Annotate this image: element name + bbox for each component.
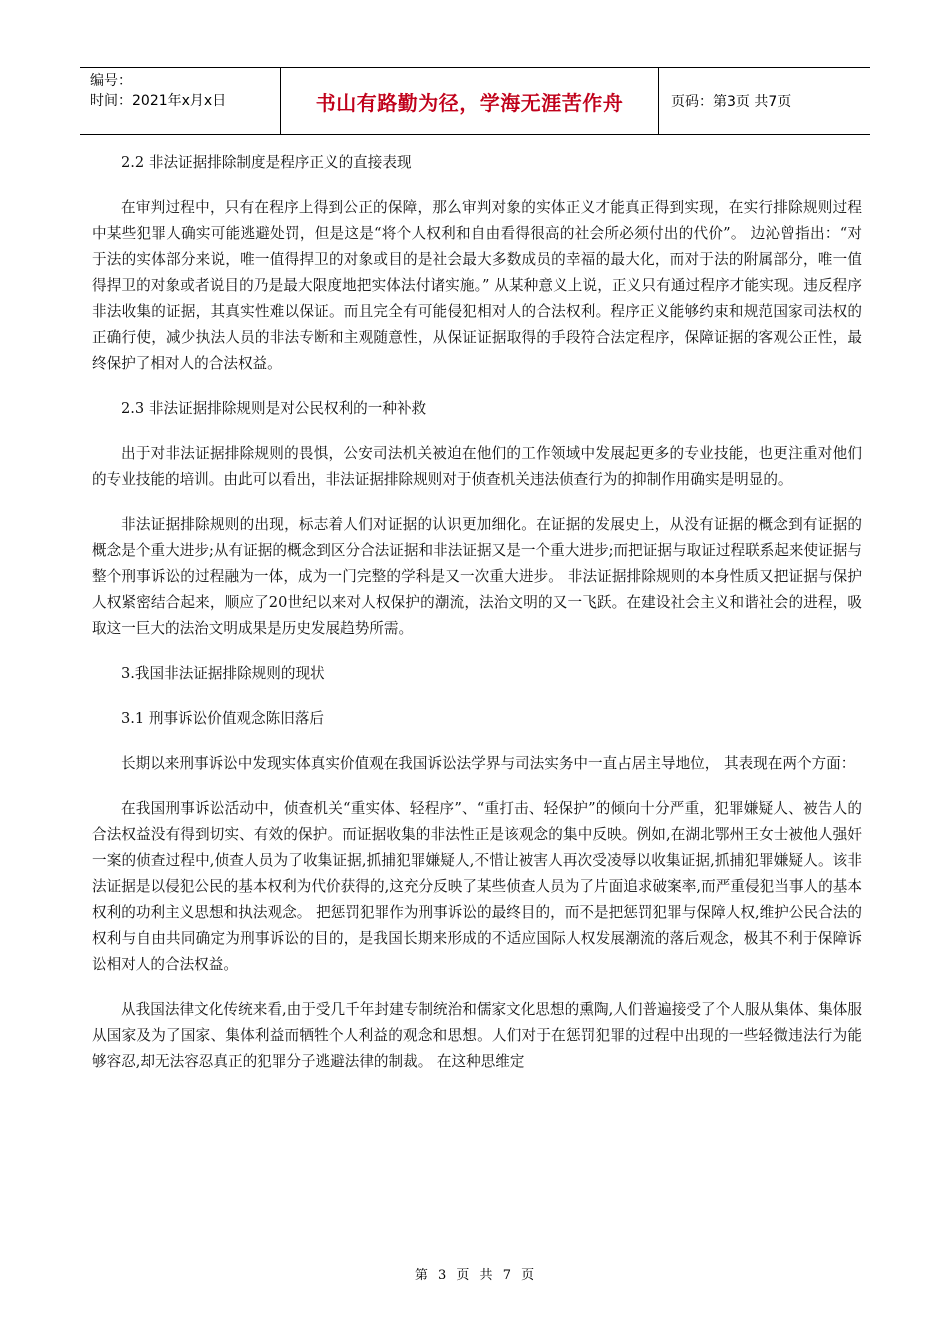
code-label: 编号： bbox=[90, 73, 132, 89]
paragraph: 从我国法律文化传统来看,由于受几千年封建专制统治和儒家文化思想的熏陶,人们普遍接受了个人服从集体、集体服从国家及为了国家、集体利益而牺牲个人利益的观念和思想。人们对于在惩罚犯罪的过程中出现的一些轻微违法行为能够容忍,却无法容忍真正的犯罪分子逃避法律的制裁。 在这种思维定 bbox=[92, 1001, 862, 1070]
paragraph: 在我国刑事诉讼活动中，侦查机关“重实体、轻程序”、“重打击、轻保护”的倾向十分严重，犯罪嫌疑人、被告人的合法权益没有得到切实、有效的保护。而证据收集的非法性正是该观念的集中反映。例如,在湖北鄂州王女士被他人强奸一案的侦查过程中,侦查人员为了收集证据,抓捕犯罪嫌疑人,不惜让被害人再次受凌辱以收集证据,抓捕犯罪嫌疑人。该非法证据是以侵犯公民的基本权利为代价获得的,这充分反映了某些侦查人员为了片面追求破案率,而严重侵犯当事人的基本权利的功利主义思想和执法观念。 把惩罚犯罪作为刑事诉讼的最终目的，而不是把惩罚犯罪与保障人权,维护公民合法的权利与自由共同确定为刑事诉讼的目的，是我国长期来形成的不适应国际人权发展潮流的落后观念，极其不利于保障诉讼相对人的合法权益。 bbox=[92, 800, 862, 973]
paragraph: 出于对非法证据排除规则的畏惧，公安司法机关被迫在他们的工作领域中发展起更多的专业技能，也更注重对他们的专业技能的培训。由此可以看出，非法证据排除规则对于侦查机关违法侦查行为的抑制作用确实是明显的。 bbox=[92, 445, 862, 488]
paragraph: 长期以来刑事诉讼中发现实体真实价值观在我国诉讼法学界与司法实务中一直占居主导地位， 其表现在两个方面： bbox=[121, 755, 856, 772]
page-footer bbox=[0, 1264, 950, 1283]
section-heading-3: 3.我国非法证据排除规则的现状 bbox=[121, 665, 325, 682]
header-page-info: 页码：第3页 共7页 bbox=[671, 94, 792, 110]
paragraph: 在审判过程中，只有在程序上得到公正的保障，那么审判对象的实体正义才能真正得到实现，在实行排除规则过程中某些犯罪人确实可能逃避处罚，但是这是“将个人权利和自由看得很高的社会所必须付出的代价”。 边沁曾指出：“对于法的实体部分来说，唯一值得捍卫的对象或目的是社会最大多数成员的幸福的最大化，而对于法的附属部分，唯一值得捍卫的对象或者说目的乃是最大限度地把实体法付诸实施。” 从某种意义上说，正义只有通过程序才能实现。违反程序非法收集的证据，其真实性难以保证。而且完全有可能侵犯相对人的合法权利。程序正义能够约束和规范国家司法权的正确行使，减少执法人员的非法专断和主观随意性，从保证证据取得的手段符合法定程序，保障证据的客观公正性，最终保护了相对人的合法权益。 bbox=[92, 199, 862, 372]
document-body bbox=[92, 150, 862, 1075]
page-header bbox=[80, 67, 870, 135]
section-heading-2-2: 2.2 非法证据排除制度是程序正义的直接表现 bbox=[121, 154, 412, 171]
time-label: 时间：2021年x月x日 bbox=[90, 93, 227, 109]
section-heading-2-3: 2.3 非法证据排除规则是对公民权利的一种补救 bbox=[121, 400, 427, 417]
header-meta bbox=[80, 68, 281, 134]
section-heading-3-1: 3.1 刑事诉讼价值观念陈旧落后 bbox=[121, 710, 324, 727]
header-motto: 书山有路勤为径，学海无涯苦作舟 bbox=[281, 68, 659, 134]
footer-page-label: 第 3 页 共 7 页 bbox=[414, 1268, 536, 1283]
paragraph: 非法证据排除规则的出现，标志着人们对证据的认识更加细化。在证据的发展史上，从没有证据的概念到有证据的概念是个重大进步;从有证据的概念到区分合法证据和非法证据又是一个重大进步;而把证据与取证过程联系起来使证据与整个刑事诉讼的过程融为一体，成为一门完整的学科是又一次重大进步。 非法证据排除规则的本身性质又把证据与保护人权紧密结合起来，顺应了20世纪以来对人权保护的潮流，法治文明的又一飞跃。在建设社会主义和谐社会的进程，吸取这一巨大的法治文明成果是历史发展趋势所需。 bbox=[92, 516, 862, 637]
